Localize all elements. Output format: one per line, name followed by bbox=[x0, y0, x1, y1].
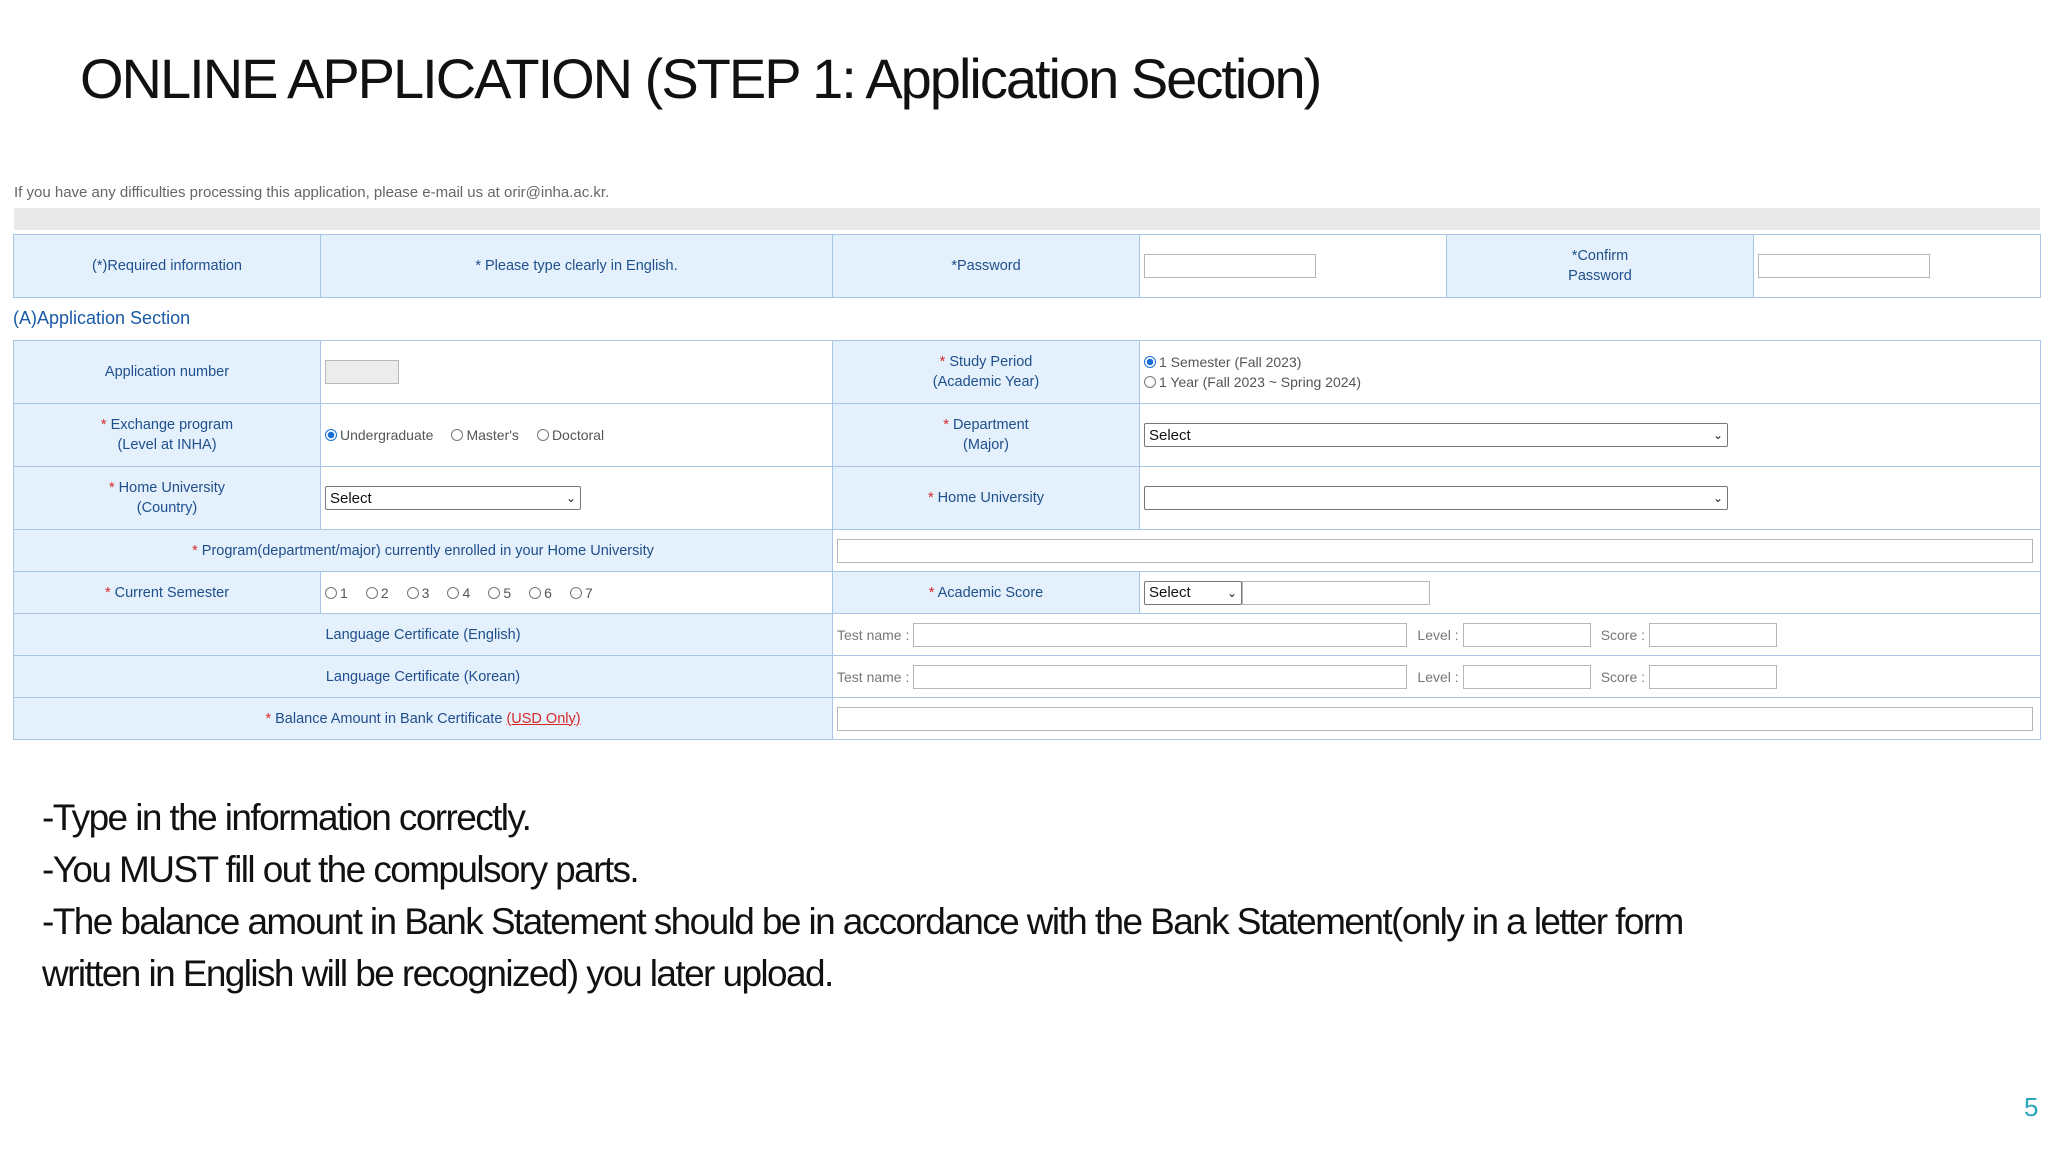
academic-score-label: Academic Score bbox=[937, 584, 1044, 601]
confirm-password-label-2: Password bbox=[1568, 268, 1632, 284]
semester-option-5: 5 bbox=[503, 584, 512, 601]
department-label-2: (Major) bbox=[963, 437, 1009, 453]
chevron-down-icon: ⌄ bbox=[1712, 428, 1723, 442]
country-select[interactable] bbox=[325, 486, 581, 510]
korean-test-name-input[interactable] bbox=[913, 665, 1407, 689]
home-university-country-label-2: (Country) bbox=[136, 500, 198, 516]
academic-score-select-value: Select bbox=[1149, 584, 1191, 601]
slide-title: ONLINE APPLICATION (STEP 1: Application Section) bbox=[80, 47, 1321, 110]
application-number-input bbox=[325, 360, 399, 384]
korean-score-input[interactable] bbox=[1649, 665, 1777, 689]
current-semester-label: Current Semester bbox=[114, 584, 230, 601]
password-input[interactable] bbox=[1144, 254, 1316, 278]
semester-radio-3[interactable] bbox=[407, 587, 419, 599]
english-score-input[interactable] bbox=[1649, 623, 1777, 647]
korean-level-input[interactable] bbox=[1463, 665, 1591, 689]
note-line-4: written in English will be recognized) you later upload. bbox=[42, 953, 833, 994]
section-title: (A)Application Section bbox=[13, 308, 191, 328]
application-table: Application number * Study Period (Academic Year) 1 Semester (Fall 2023) 1 Year (Fall 2023 ~ Spring 2024) * Exchange program (Level at INHA) Undergraduate Master's Doctoral * Department (Major) Select ⌄ * Home University (Country) Select ⌄ * Home University ⌄ * Program(department/major) currently enrolled in your Home University * Current Semester 1 2 3 4 5 6 7 * Academic Score Select ⌄ Language Certificate (English) Test name : Level : Score : Language Certificate (Korean) Test name : Level : Score : * Balance Amount in Bank Certificate (USD Only) bbox=[13, 340, 2041, 740]
balance-amount-input[interactable] bbox=[837, 707, 2033, 731]
chevron-down-icon: ⌄ bbox=[565, 491, 576, 505]
english-level-label: Level : bbox=[1417, 626, 1459, 643]
lang-korean-label: Language Certificate (Korean) bbox=[14, 656, 833, 698]
english-score-label: Score : bbox=[1600, 626, 1646, 643]
home-university-country-label-1: Home University bbox=[118, 480, 226, 496]
exchange-program-label-1: Exchange program bbox=[110, 417, 234, 433]
home-university-select[interactable] bbox=[1144, 486, 1728, 510]
header-bar bbox=[14, 208, 2040, 230]
application-number-label: Application number bbox=[14, 341, 321, 404]
page-number: 5 bbox=[2024, 1092, 2039, 1122]
country-select-value: Select bbox=[330, 489, 372, 507]
contact-note: If you have any difficulties processing this application, please e-mail us at orir@inha.ac.kr. bbox=[14, 184, 610, 201]
semester-option-4: 4 bbox=[462, 584, 471, 601]
required-info-label: (*)Required information bbox=[14, 235, 321, 298]
level-option-undergraduate: Undergraduate bbox=[340, 427, 434, 444]
confirm-password-label-1: *Confirm bbox=[1571, 248, 1629, 264]
semester-option-3: 3 bbox=[421, 584, 430, 601]
chevron-down-icon: ⌄ bbox=[1712, 491, 1723, 505]
level-option-doctoral: Doctoral bbox=[551, 427, 605, 444]
semester-radio-5[interactable] bbox=[488, 587, 500, 599]
academic-score-input[interactable] bbox=[1242, 581, 1430, 605]
semester-option-6: 6 bbox=[544, 584, 552, 601]
study-period-label-2: (Academic Year) bbox=[932, 374, 1040, 390]
balance-amount-label: Balance Amount in Bank Certificate bbox=[275, 710, 503, 727]
exchange-program-label-2: (Level at INHA) bbox=[117, 437, 217, 453]
level-radio-undergraduate[interactable] bbox=[325, 429, 337, 441]
level-option-masters: Master's bbox=[466, 427, 519, 444]
korean-level-label: Level : bbox=[1417, 668, 1459, 685]
semester-option-1: 1 bbox=[340, 584, 348, 601]
program-enrolled-input[interactable] bbox=[837, 539, 2033, 563]
note-line-2: -You MUST fill out the compulsory parts. bbox=[42, 849, 639, 890]
password-label: *Password bbox=[833, 235, 1140, 298]
department-label-1: Department bbox=[952, 417, 1029, 433]
usd-only-note: (USD Only) bbox=[506, 710, 581, 727]
english-test-name-label: Test name : bbox=[837, 626, 910, 643]
instruction-notes bbox=[42, 792, 1683, 1000]
study-period-radio-1-semester[interactable] bbox=[1144, 356, 1156, 368]
semester-radio-2[interactable] bbox=[366, 587, 378, 599]
department-select-value: Select bbox=[1149, 426, 1191, 444]
semester-radio-4[interactable] bbox=[447, 587, 459, 599]
password-table bbox=[13, 234, 2041, 298]
semester-option-7: 7 bbox=[584, 584, 593, 601]
study-period-label-1: Study Period bbox=[949, 354, 1033, 370]
study-period-radio-1-year[interactable] bbox=[1144, 376, 1156, 388]
semester-option-2: 2 bbox=[380, 584, 389, 601]
home-university-label: Home University bbox=[937, 490, 1045, 506]
type-english-note: * Please type clearly in English. bbox=[321, 235, 833, 298]
confirm-password-input[interactable] bbox=[1758, 254, 1930, 278]
semester-radio-6[interactable] bbox=[529, 587, 541, 599]
department-select[interactable] bbox=[1144, 423, 1728, 447]
note-line-3: -The balance amount in Bank Statement should be in accordance with the Bank Statement(only in a letter form bbox=[42, 901, 1683, 942]
level-radio-masters[interactable] bbox=[451, 429, 463, 441]
program-enrolled-label: Program(department/major) currently enrolled in your Home University bbox=[201, 542, 654, 559]
academic-score-select[interactable] bbox=[1144, 581, 1242, 605]
application-form-screenshot bbox=[12, 180, 2040, 742]
semester-radio-1[interactable] bbox=[325, 587, 337, 599]
semester-radio-7[interactable] bbox=[570, 587, 582, 599]
level-radio-doctoral[interactable] bbox=[537, 429, 549, 441]
note-line-1: -Type in the information correctly. bbox=[42, 797, 531, 838]
study-option-1-semester: 1 Semester (Fall 2023) bbox=[1159, 354, 1302, 370]
lang-english-label: Language Certificate (English) bbox=[14, 614, 833, 656]
chevron-down-icon: ⌄ bbox=[1226, 585, 1237, 600]
korean-score-label: Score : bbox=[1600, 668, 1646, 685]
study-option-1-year: 1 Year (Fall 2023 ~ Spring 2024) bbox=[1159, 374, 1361, 391]
korean-test-name-label: Test name : bbox=[837, 668, 910, 685]
english-test-name-input[interactable] bbox=[913, 623, 1407, 647]
english-level-input[interactable] bbox=[1463, 623, 1591, 647]
